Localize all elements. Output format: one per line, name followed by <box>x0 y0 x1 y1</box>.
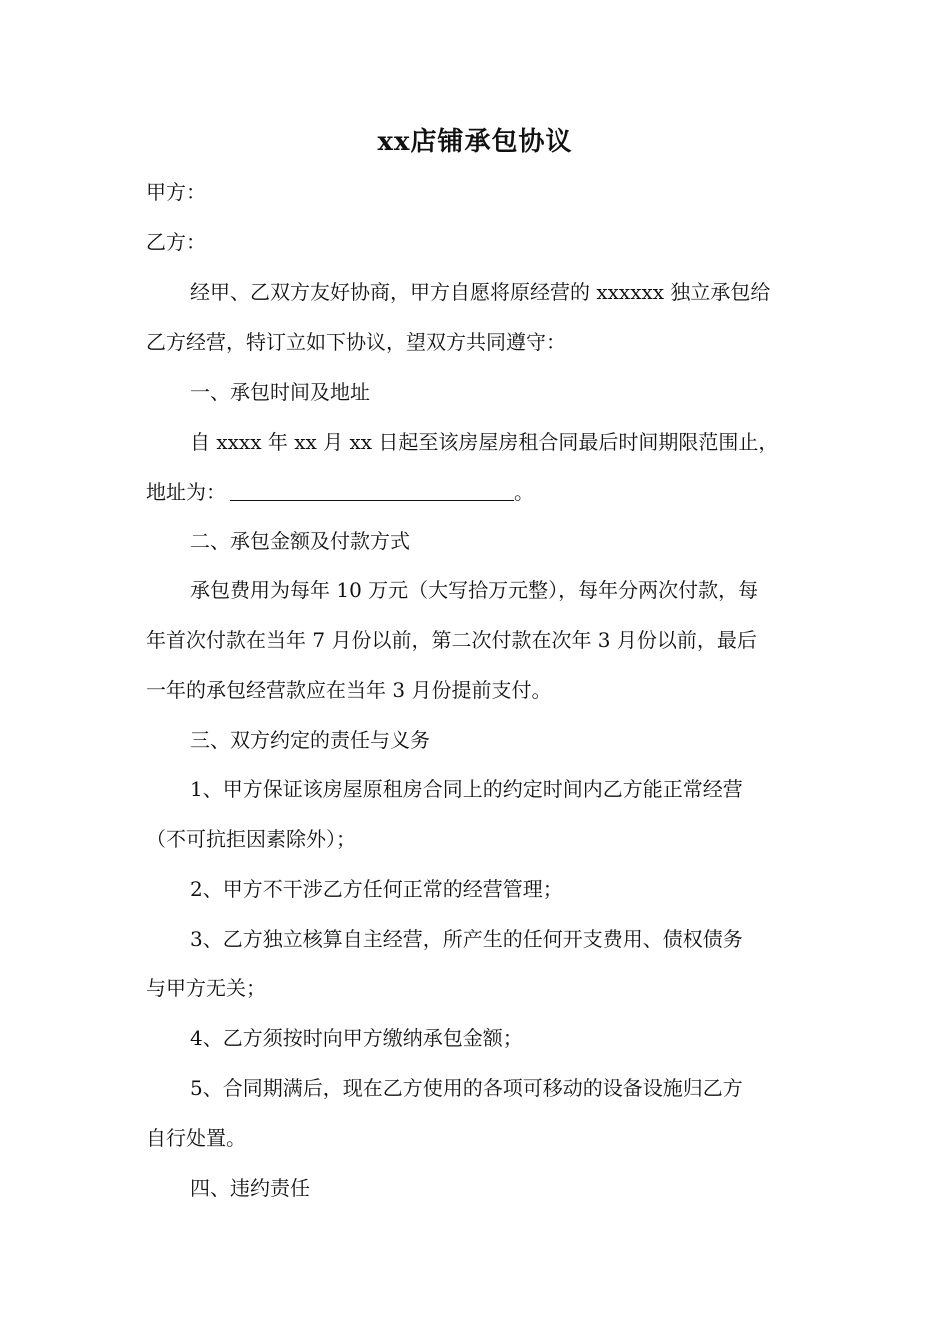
address-label: 地址为： <box>146 480 226 504</box>
section-2-line-2: 年首次付款在当年 7 月份以前，第二次付款在次年 3 月份以前，最后 <box>146 628 757 652</box>
address-line <box>146 478 534 506</box>
section-2-line-1: 承包费用为每年 10 万元（大写拾万元整），每年分两次付款，每 <box>190 578 759 602</box>
section-3-item-4: 4、乙方须按时向甲方缴纳承包金额； <box>190 1026 523 1050</box>
intro-line-2: 乙方经营，特订立如下协议，望双方共同遵守： <box>146 330 566 354</box>
party-b-label: 乙方： <box>146 230 206 254</box>
address-end: 。 <box>514 480 534 504</box>
section-3-item-1-line-2: （不可抗拒因素除外）； <box>146 827 356 851</box>
section-3-item-1-line-1: 1、甲方保证该房屋原租房合同上的约定时间内乙方能正常经营 <box>190 777 743 801</box>
section-3-item-5-line-2: 自行处置。 <box>146 1126 246 1150</box>
section-2-heading: 二、承包金额及付款方式 <box>190 529 410 553</box>
section-3-item-2: 2、甲方不干涉乙方任何正常的经营管理； <box>190 877 563 901</box>
address-blank <box>230 480 514 501</box>
section-3-item-3-line-2: 与甲方无关； <box>146 976 266 1000</box>
section-1-heading: 一、承包时间及地址 <box>190 380 370 404</box>
section-3-item-3-line-1: 3、乙方独立核算自主经营，所产生的任何开支费用、债权债务 <box>190 927 743 951</box>
section-2-line-3: 一年的承包经营款应在当年 3 月份提前支付。 <box>146 678 552 702</box>
section-4-heading: 四、违约责任 <box>190 1176 310 1200</box>
section-3-item-5-line-1: 5、合同期满后，现在乙方使用的各项可移动的设备设施归乙方 <box>190 1076 743 1100</box>
intro-line-1: 经甲、乙双方友好协商，甲方自愿将原经营的 xxxxxx 独立承包给 <box>190 280 771 304</box>
section-1-line-1: 自 xxxx 年 xx 月 xx 日起至该房屋房租合同最后时间期限范围止， <box>190 430 779 454</box>
party-a-label: 甲方： <box>146 180 206 204</box>
section-3-heading: 三、双方约定的责任与义务 <box>190 728 430 752</box>
document-title: xx店铺承包协议 <box>377 127 573 157</box>
